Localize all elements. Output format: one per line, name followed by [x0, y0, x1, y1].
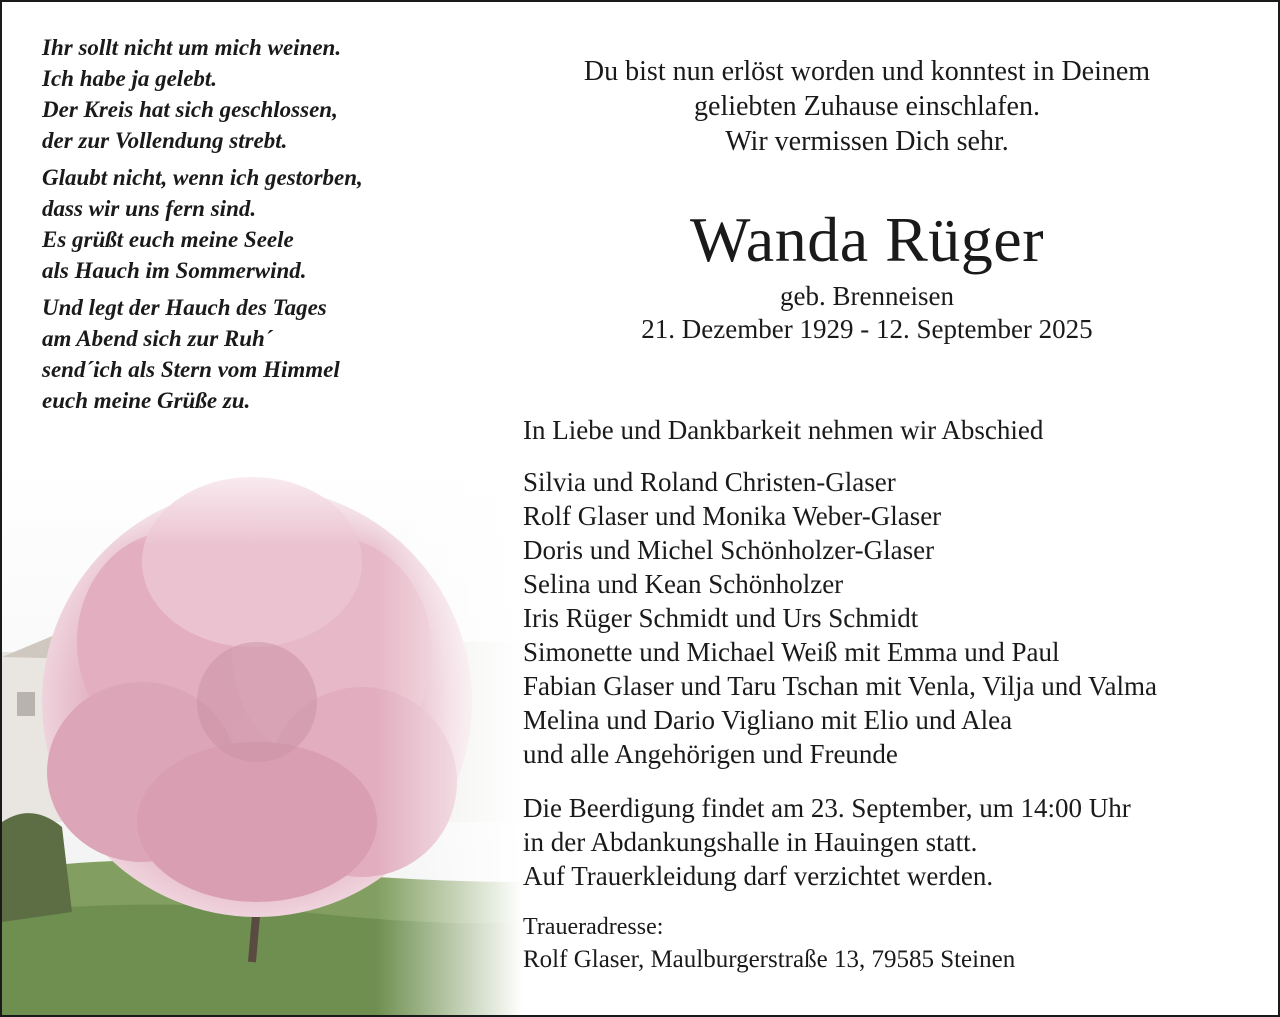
- list-item: Iris Rüger Schmidt und Urs Schmidt: [523, 603, 919, 633]
- list-item: Melina und Dario Vigliano mit Elio und Alea: [523, 705, 1013, 735]
- deceased-name: Wanda Rüger: [690, 204, 1044, 275]
- poem-line: send´ich als Stern vom Himmel: [42, 357, 340, 382]
- list-item: Silvia und Roland Christen-Glaser: [523, 467, 896, 497]
- poem: [42, 32, 442, 422]
- address-label: Traueradresse:: [523, 914, 664, 940]
- list-item: und alle Angehörigen und Freunde: [523, 739, 898, 769]
- funeral-line: Die Beerdigung findet am 23. September, um 14:00 Uhr: [523, 793, 1131, 823]
- mourners-list: [523, 465, 1273, 771]
- intro-line: Du bist nun erlöst worden und konntest in Deinem: [583, 56, 1151, 87]
- poem-line: am Abend sich zur Ruh´: [42, 326, 273, 351]
- mourning-address: Rolf Glaser, Maulburgerstraße 13, 79585 Steinen: [523, 946, 1016, 973]
- list-item: Selina und Kean Schönholzer: [523, 569, 844, 599]
- list-item: Simonette und Michael Weiß mit Emma und Paul: [523, 637, 1060, 667]
- poem-stanza: [42, 32, 442, 156]
- list-item: Fabian Glaser und Taru Tschan mit Venla, Vilja und Valma: [523, 671, 1157, 701]
- magnolia-tree-image: [2, 442, 522, 1017]
- poem-line: der zur Vollendung strebt.: [42, 128, 288, 153]
- poem-line: Der Kreis hat sich geschlossen,: [42, 97, 338, 122]
- poem-line: Glaubt nicht, wenn ich gestorben,: [42, 165, 363, 190]
- poem-line: Ihr sollt nicht um mich weinen.: [42, 35, 342, 60]
- poem-line: Und legt der Hauch des Tages: [42, 295, 327, 320]
- list-item: Doris und Michel Schönholzer-Glaser: [523, 535, 935, 565]
- intro-text: [472, 54, 1262, 159]
- poem-line: euch meine Grüße zu.: [42, 388, 251, 413]
- poem-line: dass wir uns fern sind.: [42, 196, 257, 221]
- life-dates: 21. Dezember 1929 - 12. September 2025: [641, 314, 1093, 344]
- funeral-info: [523, 791, 1273, 893]
- poem-line: als Hauch im Sommerwind.: [42, 258, 307, 283]
- poem-stanza: [42, 162, 442, 286]
- intro-line: Wir vermissen Dich sehr.: [725, 126, 1009, 157]
- intro-line: geliebten Zuhause einschlafen.: [694, 91, 1040, 122]
- birth-name: geb. Brenneisen: [780, 281, 954, 311]
- farewell-line: In Liebe und Dankbarkeit nehmen wir Abschied: [523, 415, 1044, 445]
- poem-stanza: [42, 292, 442, 416]
- list-item: Rolf Glaser und Monika Weber-Glaser: [523, 501, 942, 531]
- poem-line: Es grüßt euch meine Seele: [42, 227, 294, 252]
- funeral-line: in der Abdankungshalle in Hauingen statt.: [523, 827, 978, 857]
- funeral-line: Auf Trauerkleidung darf verzichtet werden.: [523, 861, 994, 891]
- poem-line: Ich habe ja gelebt.: [42, 66, 218, 91]
